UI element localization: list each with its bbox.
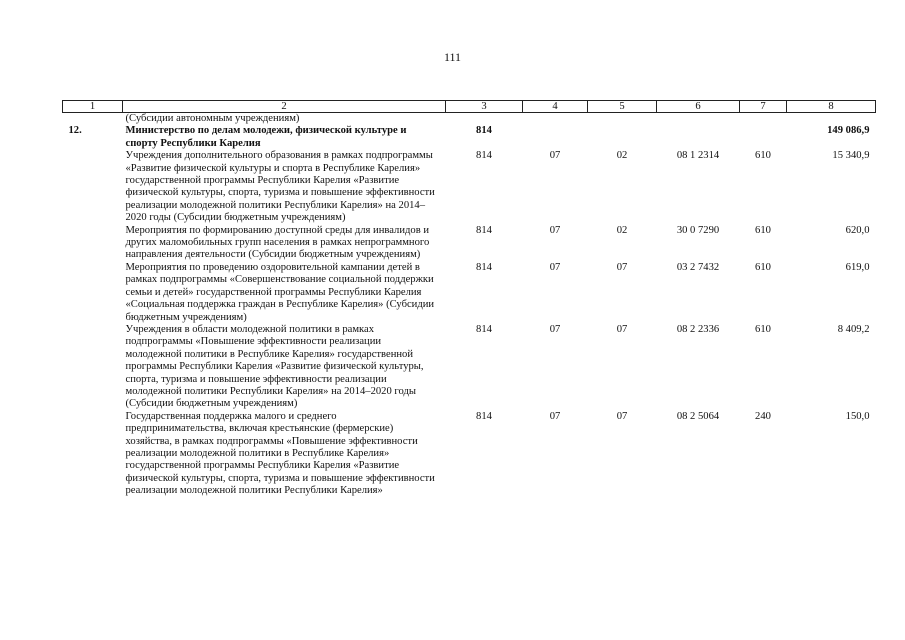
row-ministry-code: 814 xyxy=(476,410,492,422)
row-subsection-code: 02 xyxy=(616,224,628,236)
row-expense-type: 610 xyxy=(755,261,771,273)
table-body xyxy=(63,113,876,498)
row-amount: 8 409,2 xyxy=(837,323,870,335)
row-target-article xyxy=(657,125,740,150)
row-section-code: 07 xyxy=(549,224,561,236)
column-header: 3 xyxy=(446,101,523,113)
row-number: 12. xyxy=(68,125,82,137)
row-expense-type: 610 xyxy=(755,224,771,236)
table-row xyxy=(63,225,876,262)
row-section-code: 07 xyxy=(549,410,561,422)
row-target-article: 03 2 7432 xyxy=(676,261,720,273)
column-header: 4 xyxy=(523,101,588,113)
row-subsection-code: 07 xyxy=(616,410,628,422)
row-amount: 15 340,9 xyxy=(832,150,870,162)
row-description: Мероприятия по формированию доступной среды для инвалидов и других маломобильных групп населения в рамках непрограммного направления деятельности (Субсидии бюджетным учреждениям) xyxy=(125,224,430,261)
row-amount: 149 086,9 xyxy=(827,125,870,137)
row-section-code: 07 xyxy=(549,323,561,335)
row-ministry-code: 814 xyxy=(476,261,492,273)
row-target-article xyxy=(657,113,740,126)
row-description: Министерство по делам молодежи, физической культуре и спорту Республики Карелия xyxy=(125,125,407,149)
row-amount xyxy=(787,113,876,126)
row-expense-type: 240 xyxy=(755,410,771,422)
row-ministry-code: 814 xyxy=(476,323,492,335)
row-section-code: 07 xyxy=(549,150,561,162)
budget-table xyxy=(62,100,876,498)
row-target-article: 08 2 5064 xyxy=(676,410,720,422)
column-header: 6 xyxy=(657,101,740,113)
table-row xyxy=(63,113,876,126)
row-amount: 150,0 xyxy=(845,410,870,422)
page-number: 111 xyxy=(443,50,462,64)
table-row xyxy=(63,324,876,411)
table-row xyxy=(63,125,876,150)
row-subsection-code xyxy=(588,125,657,150)
row-ministry-code: 814 xyxy=(476,224,492,236)
table-row xyxy=(63,411,876,498)
row-description: Учреждения дополнительного образования в рамках подпрограммы «Развитие физической культуры и спорта в Республике Карелия» государственной программы Республики Карелия «Развитие физической культуры, спорта, туризма и повышение эффективности реализации молодежной политики Республики Карелия» на 2014–2020 годы (Субсидии бюджетным учреждениям) xyxy=(125,150,435,224)
row-amount: 619,0 xyxy=(845,261,870,273)
row-description: (Субсидии автономным учреждениям) xyxy=(125,113,300,124)
row-subsection-code: 07 xyxy=(616,323,628,335)
table-row xyxy=(63,150,876,224)
column-header: 7 xyxy=(740,101,787,113)
row-target-article: 08 1 2314 xyxy=(676,150,720,162)
row-ministry-code: 814 xyxy=(476,150,492,162)
table-header-row xyxy=(63,101,876,113)
row-section-code xyxy=(523,113,588,126)
column-header: 8 xyxy=(787,101,876,113)
row-subsection-code xyxy=(588,113,657,126)
row-description: Мероприятия по проведению оздоровительной кампании детей в рамках подпрограммы «Совершенствование социальной поддержки семьи и детей» государственной программы Республики Карелия «Социальная поддержка граждан в Республике Карелия» (Субсидии бюджетным учреждениям) xyxy=(125,261,435,323)
row-section-code: 07 xyxy=(549,261,561,273)
row-expense-type: 610 xyxy=(755,323,771,335)
row-description: Государственная поддержка малого и среднего предпринимательства, включая крестьянские (фермерские) хозяйства, в рамках подпрограммы «Повышение эффективности реализации молодежной политики в Республике Карелия» государственной программы Республики Карелия «Развитие физической культуры, спорта, туризма и повышение эффективности реализации молодежной политики Республики Карелия» xyxy=(125,410,435,497)
row-number xyxy=(63,150,123,224)
row-amount: 620,0 xyxy=(845,224,870,236)
row-number xyxy=(63,411,123,498)
row-number xyxy=(63,324,123,411)
row-subsection-code: 02 xyxy=(616,150,628,162)
row-description: Учреждения в области молодежной политики в рамках подпрограммы «Повышение эффективности реализации молодежной политики в Республике Карелия» государственной программы Республики Карелия «Развитие физической культуры, спорта, туризма и повышение эффективности реализации молодежной политики Республики Карелия» на 2014–2020 годы (Субсидии бюджетным учреждениям) xyxy=(125,323,424,410)
row-target-article: 30 0 7290 xyxy=(676,224,720,236)
column-header: 2 xyxy=(123,101,446,113)
row-target-article: 08 2 2336 xyxy=(676,323,720,335)
row-expense-type xyxy=(740,125,787,150)
row-expense-type xyxy=(740,113,787,126)
row-number xyxy=(63,262,123,324)
column-header: 1 xyxy=(63,101,123,113)
row-ministry-code xyxy=(446,113,523,126)
row-number xyxy=(63,225,123,262)
row-subsection-code: 07 xyxy=(616,261,628,273)
column-header: 5 xyxy=(588,101,657,113)
table-row xyxy=(63,262,876,324)
row-ministry-code: 814 xyxy=(476,125,492,137)
row-section-code xyxy=(523,125,588,150)
row-number xyxy=(63,113,123,126)
row-expense-type: 610 xyxy=(755,150,771,162)
